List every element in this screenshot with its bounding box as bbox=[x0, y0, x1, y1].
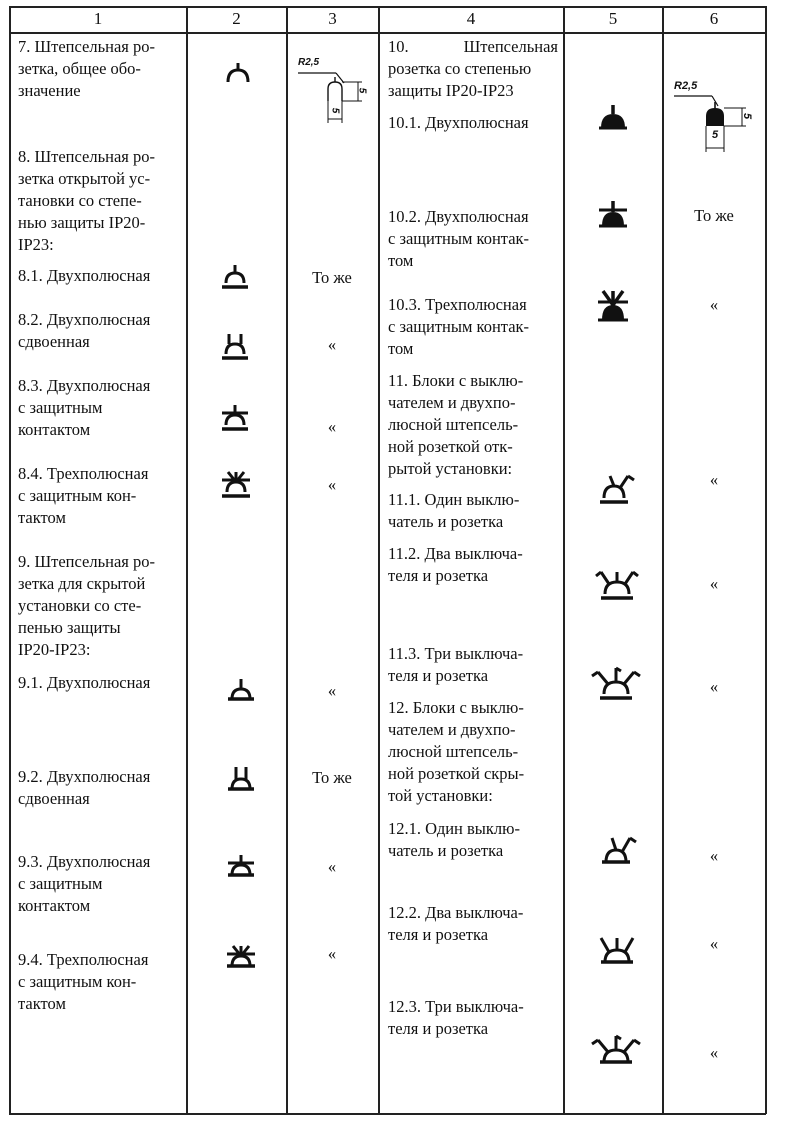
dimension-radius-label: R2,5 bbox=[298, 57, 320, 68]
col6-11-1-same: « bbox=[709, 470, 719, 489]
item-11-1-text: 11.1. Один выклю- чатель и розетка bbox=[388, 490, 520, 531]
col-border-4-5 bbox=[563, 6, 565, 1114]
dimension-drawing-col6 bbox=[672, 80, 756, 158]
item-8-2-text: 8.2. Двухполюсная сдвоенная bbox=[18, 310, 151, 351]
col6-10-3-same: « bbox=[709, 295, 719, 314]
col3-9-4-same: « bbox=[327, 944, 337, 963]
item-7-text: 7. Штепсельная ро- зетка, общее обо- значение bbox=[18, 37, 155, 100]
block-open-two-switches-icon bbox=[593, 562, 641, 602]
item-8-4-text: 8.4. Трехполюсная с защитным кон- тактом bbox=[18, 464, 149, 527]
item-10-1-text: 10.1. Двухполюсная bbox=[388, 113, 529, 132]
item-9-4-text: 9.4. Трехполюсная с защитным кон- тактом bbox=[18, 950, 149, 1013]
item-8-3-text: 8.3. Двухполюсная с защитным контактом bbox=[18, 376, 151, 439]
header-col-3: 3 bbox=[328, 9, 337, 28]
item-10-3-text: 10.3. Трехполюсная с защитным контак- том bbox=[388, 295, 530, 358]
dimension-radius-label: R2,5 bbox=[674, 80, 698, 92]
item-12-text: 12. Блоки с выклю- чателем и двухпо- люсной штепсель- ной розеткой скры- той установки: bbox=[388, 698, 525, 805]
item-9-3-text: 9.3. Двухполюсная с защитным контактом bbox=[18, 852, 151, 915]
item-10-2-text: 10.2. Двухполюсная с защитным контак- том bbox=[388, 207, 530, 270]
item-11-2-text: 11.2. Два выключа- теля и розетка bbox=[388, 544, 523, 585]
header-col-5: 5 bbox=[608, 9, 618, 28]
socket-hidden-double-icon bbox=[226, 765, 256, 797]
dimension-width-label: 5 bbox=[712, 129, 719, 141]
col6-10-2-same: То же bbox=[694, 206, 734, 225]
item-9-1-text: 9.1. Двухполюсная bbox=[18, 673, 151, 692]
block-open-one-switch-icon bbox=[598, 470, 638, 506]
col3-8-2-same: « bbox=[327, 335, 337, 354]
dimension-height-label: 5 bbox=[741, 112, 754, 120]
item-10-heading: 10. Штепсельная bbox=[388, 37, 558, 56]
col3-8-3-same: « bbox=[327, 417, 337, 436]
item-9-text: 9. Штепсельная ро- зетка для скрытой установки со сте- пенью защиты IP20-IP23: bbox=[18, 552, 155, 659]
col6-11-3-same: « bbox=[709, 677, 719, 696]
header-separator bbox=[9, 32, 766, 34]
item-12-1-text: 12.1. Один выклю- чатель и розетка bbox=[388, 819, 520, 860]
col6-12-2-same: « bbox=[709, 934, 719, 953]
block-open-three-switches-icon bbox=[588, 662, 644, 702]
item-10-text: розетка со степенью защиты IP20-IP23 bbox=[388, 59, 532, 100]
header-col-4: 4 bbox=[466, 9, 476, 28]
socket-open-double-icon bbox=[220, 332, 250, 362]
col6-12-3-same: « bbox=[709, 1043, 719, 1062]
col3-8-4-same: « bbox=[327, 475, 337, 494]
block-hidden-one-switch-icon bbox=[600, 832, 640, 868]
table-bottom-border bbox=[9, 1113, 766, 1115]
socket-filled-three-pole-icon bbox=[596, 288, 630, 324]
item-12-3-text: 12.3. Три выключа- теля и розетка bbox=[388, 997, 524, 1038]
col3-9-3-same: « bbox=[327, 857, 337, 876]
col-border-1-2 bbox=[186, 6, 188, 1114]
block-hidden-two-switches-icon bbox=[594, 930, 640, 970]
dimension-drawing-col3 bbox=[296, 55, 376, 130]
item-8-1-text: 8.1. Двухполюсная bbox=[18, 266, 151, 285]
col6-12-1-same: « bbox=[709, 846, 719, 865]
item-11-3-text: 11.3. Три выключа- теля и розетка bbox=[388, 644, 524, 685]
item-9-2-text: 9.2. Двухполюсная сдвоенная bbox=[18, 767, 151, 808]
socket-hidden-protective-contact-icon bbox=[226, 853, 256, 883]
col-border-right bbox=[765, 6, 767, 1114]
col3-8-1-same: То же bbox=[312, 268, 352, 287]
block-hidden-three-switches-icon bbox=[588, 1030, 644, 1070]
header-col-1: 1 bbox=[93, 9, 103, 28]
socket-hidden-two-pole-icon bbox=[226, 677, 256, 707]
col6-11-2-same: « bbox=[709, 574, 719, 593]
socket-open-two-pole-icon bbox=[220, 263, 250, 293]
col-border-left bbox=[9, 6, 11, 1114]
socket-open-three-pole-icon bbox=[220, 470, 252, 500]
socket-hidden-three-pole-icon bbox=[225, 944, 257, 974]
item-12-2-text: 12.2. Два выключа- теля и розетка bbox=[388, 903, 524, 944]
socket-open-protective-contact-icon bbox=[220, 403, 250, 433]
col3-9-2-same: То же bbox=[312, 768, 352, 787]
header-col-2: 2 bbox=[232, 9, 241, 28]
item-8-text: 8. Штепсельная ро- зетка открытой ус- тановки со степе- нью защиты IP20- IP23: bbox=[18, 147, 155, 254]
col3-9-1-same: « bbox=[327, 681, 337, 700]
item-11-text: 11. Блоки с выклю- чателем и двухпо- люсной штепсель- ной розеткой отк- рытой установки: bbox=[388, 371, 524, 478]
socket-general-icon bbox=[224, 62, 252, 86]
dimension-height-label: 5 bbox=[356, 87, 368, 94]
col-border-3-4 bbox=[378, 6, 380, 1114]
socket-filled-two-pole-icon bbox=[597, 102, 629, 132]
socket-filled-protective-contact-icon bbox=[597, 198, 629, 230]
header-col-6: 6 bbox=[709, 9, 719, 28]
dimension-width-label: 5 bbox=[329, 107, 341, 114]
